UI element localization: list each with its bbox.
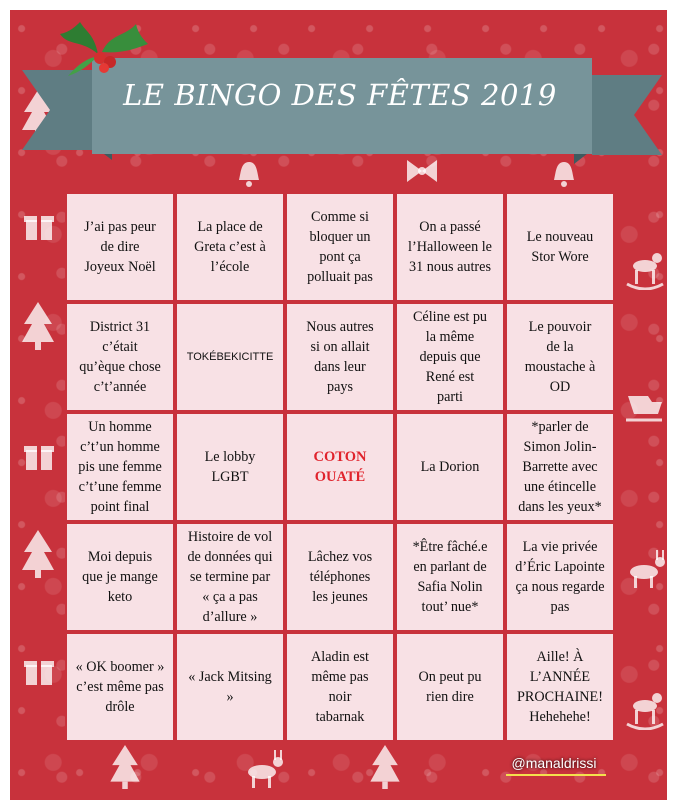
bingo-square[interactable] <box>285 302 395 412</box>
bingo-square[interactable] <box>395 522 505 632</box>
square-text <box>205 447 256 487</box>
square-text-line: Hehehehe! <box>529 709 591 725</box>
square-text-line: Aladin est <box>311 649 369 665</box>
square-text-line: c’était <box>102 339 138 355</box>
square-text-line: c’t’une femme <box>78 479 162 495</box>
square-text-line: même pas <box>311 669 369 685</box>
square-text-line: On peut pu <box>418 669 482 685</box>
bingo-square[interactable] <box>65 632 175 742</box>
christmas-tree-icon <box>22 302 54 350</box>
bingo-square[interactable] <box>175 192 285 302</box>
square-text-line: téléphones <box>309 569 371 585</box>
square-text <box>187 527 272 627</box>
square-text <box>187 347 274 367</box>
square-text-line: dans leur <box>314 359 366 375</box>
square-text-line: d’Éric Lapointe <box>515 559 605 575</box>
rocking-horse-icon <box>625 250 665 290</box>
bingo-square[interactable] <box>505 412 615 522</box>
square-text-line: pis une femme <box>78 459 162 475</box>
square-text-line: Safia Nolin <box>417 579 483 595</box>
holly-icon <box>58 20 148 82</box>
gift-icon <box>24 440 54 470</box>
square-text-line: noir <box>328 689 352 705</box>
square-text-line: d’allure » <box>202 609 258 625</box>
square-text <box>311 647 369 727</box>
square-text-line: La vie privée <box>522 539 598 555</box>
bingo-square[interactable] <box>505 522 615 632</box>
square-text-line: On a passé <box>419 219 481 235</box>
bingo-square[interactable] <box>175 412 285 522</box>
square-text <box>78 417 162 517</box>
bingo-square[interactable] <box>285 192 395 302</box>
square-text-line: Simon Jolin- <box>523 439 597 455</box>
square-text <box>308 547 372 607</box>
square-text-line: une étincelle <box>523 479 597 495</box>
square-text-line: Nous autres <box>306 319 374 335</box>
square-text-line: Aille! À <box>536 649 584 665</box>
square-text <box>515 537 604 617</box>
square-text-line: en parlant de <box>413 559 487 575</box>
square-text-line: c’t’année <box>93 379 147 395</box>
square-text <box>183 667 277 707</box>
square-text-line: District 31 <box>89 319 151 335</box>
author-handle: @manaldrissi <box>511 755 597 771</box>
bingo-square[interactable] <box>175 302 285 412</box>
square-text-line: tabarnak <box>315 709 365 725</box>
square-text <box>525 317 596 397</box>
christmas-tree-icon <box>110 745 140 789</box>
square-text-line: Le nouveau <box>526 229 594 245</box>
square-text-line: J’ai pas peur <box>84 219 156 235</box>
square-text-line: *Être fâché.e <box>412 539 488 555</box>
square-text-line: pont ça <box>319 249 361 265</box>
square-text-line: Greta c’est à <box>194 239 266 255</box>
square-text-line: ça nous regarde <box>515 579 605 595</box>
bingo-square[interactable] <box>65 192 175 302</box>
square-text <box>84 217 156 277</box>
square-text-line: Stor Wore <box>531 249 589 265</box>
bingo-square[interactable] <box>505 192 615 302</box>
square-text <box>413 537 488 617</box>
bingo-square[interactable] <box>395 412 505 522</box>
bingo-square[interactable] <box>395 192 505 302</box>
square-text-line: Moi depuis <box>87 549 153 565</box>
square-text-line: rien dire <box>426 689 474 705</box>
square-text-line: Comme si <box>311 209 369 225</box>
christmas-tree-icon <box>22 530 54 578</box>
christmas-tree-icon <box>370 745 400 789</box>
square-text-line: c’est même pas <box>76 679 164 695</box>
bingo-square[interactable] <box>395 632 505 742</box>
square-text-line: 31 nous autres <box>409 259 491 275</box>
square-text <box>413 307 487 407</box>
reindeer-icon <box>240 750 286 788</box>
rocking-horse-icon <box>625 690 665 730</box>
square-text-line: LGBT <box>211 469 249 485</box>
square-text-line: les jeunes <box>312 589 368 605</box>
square-text <box>518 417 602 517</box>
square-text-line: Un homme <box>88 419 152 435</box>
square-text-line: bloquer un <box>309 229 371 245</box>
square-text <box>408 217 492 277</box>
square-text <box>306 317 373 397</box>
bingo-square[interactable] <box>175 522 285 632</box>
square-text <box>314 447 367 487</box>
page-title: LE BINGO DES FÊTES 2019 <box>123 78 557 112</box>
bingo-square[interactable] <box>65 302 175 412</box>
square-text-line: tout’ nue* <box>421 599 479 615</box>
square-text-line: la même <box>425 329 475 345</box>
square-text-line: qu’èque chose <box>79 359 161 375</box>
square-text <box>76 657 165 717</box>
square-text-line: Barrette avec <box>522 459 598 475</box>
bingo-square[interactable] <box>65 522 175 632</box>
square-text-line: Céline est pu <box>412 309 488 325</box>
square-text <box>527 227 594 267</box>
square-text <box>517 647 603 727</box>
square-text-line: pays <box>326 379 353 395</box>
square-text-line: « ça a pas <box>202 589 258 605</box>
square-text-line: TOKÉBEKICITTE <box>186 351 274 363</box>
square-text-line: point final <box>90 499 150 515</box>
square-text-line: keto <box>107 589 133 605</box>
square-text-line: Le lobby <box>204 449 256 465</box>
bingo-square[interactable] <box>285 522 395 632</box>
square-text-line: l’Halloween le <box>408 239 492 255</box>
bingo-square[interactable] <box>505 302 615 412</box>
square-text-line: PROCHAINE! <box>517 689 603 705</box>
gift-icon <box>24 210 54 240</box>
bingo-square[interactable] <box>505 632 615 742</box>
square-text-line: de dire <box>100 239 140 255</box>
free-square[interactable] <box>285 412 395 522</box>
square-text-line: c’t’un homme <box>80 439 160 455</box>
square-text-line: de données qui <box>187 549 273 565</box>
square-text-line: drôle <box>105 699 135 715</box>
square-text-line: parti <box>436 389 463 405</box>
square-text <box>79 317 161 397</box>
square-text-line: polluait pas <box>307 269 373 285</box>
square-text-line: Joyeux Noël <box>84 259 156 275</box>
square-text-line: dans les yeux* <box>518 499 602 515</box>
gift-icon <box>24 655 54 685</box>
square-text-line: se termine par <box>189 569 271 585</box>
square-text-line: La Dorion <box>420 459 480 475</box>
bingo-square[interactable] <box>395 302 505 412</box>
square-text-line: « OK boomer » <box>75 659 165 675</box>
bingo-square[interactable] <box>175 632 285 742</box>
square-text-line: que je mange <box>82 569 158 585</box>
square-text-line: l’école <box>210 259 250 275</box>
square-text <box>421 457 480 477</box>
square-text-line: Le pouvoir <box>528 319 592 335</box>
square-text-line: OD <box>549 379 571 395</box>
bingo-square[interactable] <box>65 412 175 522</box>
square-text-line: OUATÉ <box>314 469 366 485</box>
square-text-line: *parler de <box>531 419 589 435</box>
square-text-line: COTON <box>313 449 367 465</box>
square-text <box>418 667 481 707</box>
square-text <box>307 207 373 287</box>
bingo-grid <box>65 192 615 742</box>
square-text-line: pas <box>550 599 570 615</box>
square-text <box>82 547 158 607</box>
square-text-line: « Jack Mitsing » <box>188 669 272 705</box>
square-text-line: si on allait <box>310 339 370 355</box>
square-text-line: Histoire de vol <box>187 529 273 545</box>
square-text-line: L’ANNÉE <box>529 669 591 685</box>
square-text-line: René est <box>425 369 475 385</box>
square-text-line: de la <box>546 339 574 355</box>
handle-underline <box>506 774 606 776</box>
bingo-square[interactable] <box>285 632 395 742</box>
reindeer-icon <box>622 550 668 588</box>
square-text-line: Lâchez vos <box>307 549 373 565</box>
square-text-line: La place de <box>197 219 263 235</box>
square-text-line: depuis que <box>419 349 481 365</box>
sleigh-icon <box>624 390 664 424</box>
square-text <box>194 217 266 277</box>
square-text-line: moustache à <box>524 359 596 375</box>
